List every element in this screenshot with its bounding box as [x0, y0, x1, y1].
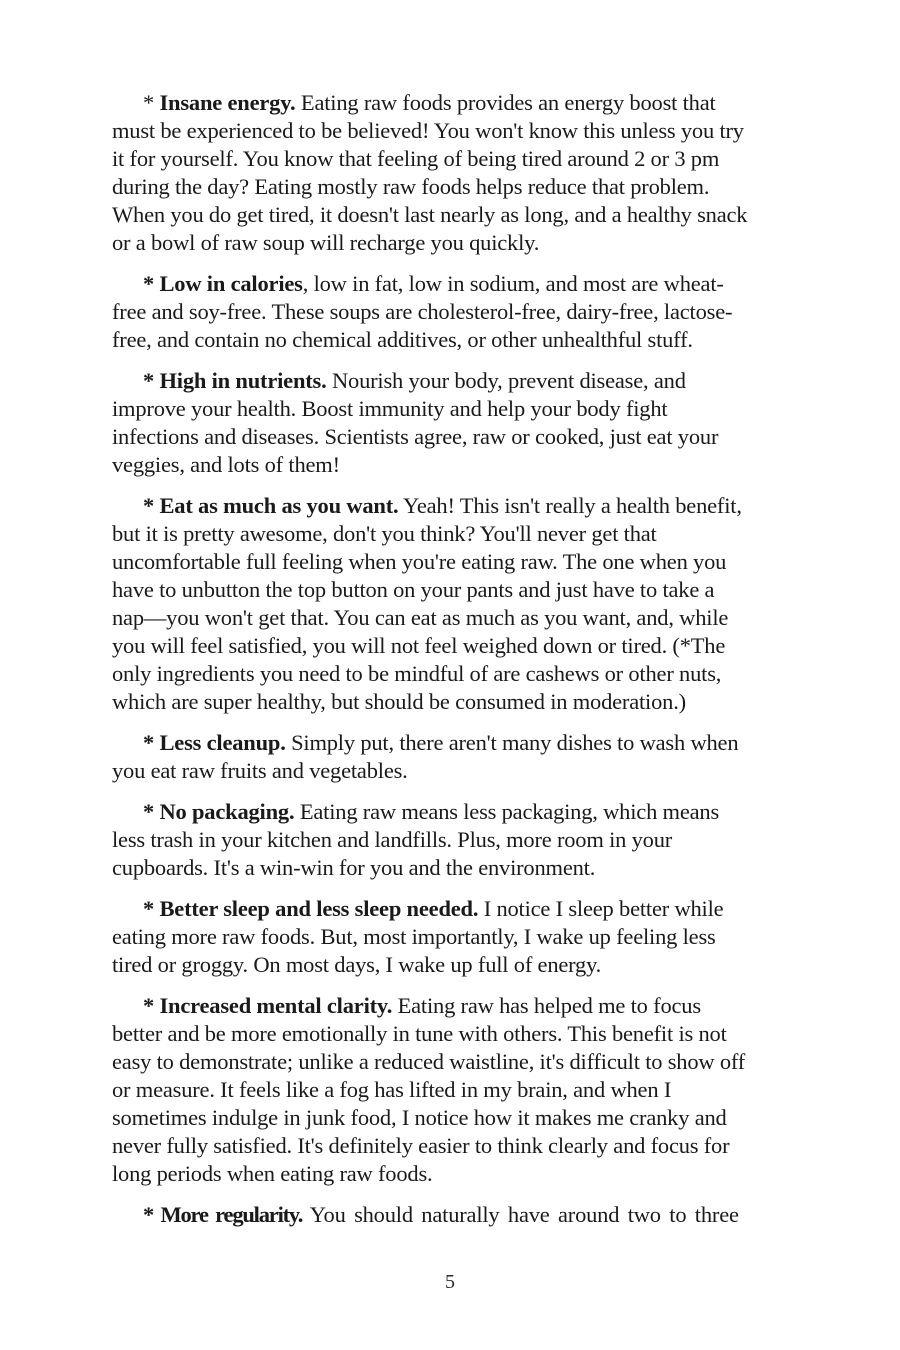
- paragraph-line: [112, 492, 812, 520]
- paragraph-line: cupboards. It's a win-win for you and the environment.: [112, 855, 596, 880]
- paragraph-text: Eating raw foods provides an energy boost that: [295, 90, 716, 115]
- paragraph-lead: * Increased mental clarity.: [143, 993, 393, 1018]
- paragraph-line: it for yourself. You know that feeling of being tired around 2 or 3 pm: [112, 146, 720, 171]
- paragraph-line: [112, 992, 812, 1020]
- paragraph-lead: * No packaging.: [143, 799, 295, 824]
- paragraph-text: You should naturally have around two to three: [302, 1202, 739, 1227]
- paragraph-line: [112, 270, 812, 298]
- paragraph-line: eating more raw foods. But, most importantly, I wake up feeling less: [112, 924, 716, 949]
- paragraph-more-regularity: [112, 1201, 812, 1229]
- paragraph-line: [112, 729, 812, 757]
- paragraph-line: but it is pretty awesome, don't you think? You'll never get that: [112, 521, 657, 546]
- paragraph-line: veggies, and lots of them!: [112, 452, 340, 477]
- paragraph-line: [112, 367, 812, 395]
- paragraph-no-packaging: [112, 798, 812, 882]
- paragraph-line: during the day? Eating mostly raw foods helps reduce that problem.: [112, 174, 710, 199]
- bullet-asterisk: *: [143, 90, 155, 115]
- paragraph-line: infections and diseases. Scientists agree, raw or cooked, just eat your: [112, 424, 719, 449]
- paragraph-text: , low in fat, low in sodium, and most are wheat-: [302, 271, 724, 296]
- paragraph-lead: * Low in calories: [143, 271, 303, 296]
- paragraph-lead: * Less cleanup.: [143, 730, 286, 755]
- paragraph-line: or measure. It feels like a fog has lifted in my brain, and when I: [112, 1077, 672, 1102]
- paragraph-line: you will feel satisfied, you will not feel weighed down or tired. (*The: [112, 633, 726, 658]
- paragraph-lead: * Better sleep and less sleep needed.: [143, 896, 479, 921]
- paragraph-line: sometimes indulge in junk food, I notice how it makes me cranky and: [112, 1105, 727, 1130]
- paragraph-lead: * Eat as much as you want.: [143, 493, 399, 518]
- paragraph-insane-energy: [112, 89, 812, 257]
- paragraph-line: free and soy-free. These soups are cholesterol-free, dairy-free, lactose-: [112, 299, 733, 324]
- paragraph-less-cleanup: [112, 729, 812, 785]
- paragraph-line: less trash in your kitchen and landfills. Plus, more room in your: [112, 827, 673, 852]
- paragraph-line: easy to demonstrate; unlike a reduced waistline, it's difficult to show off: [112, 1049, 746, 1074]
- paragraph-line: never fully satisfied. It's definitely easier to think clearly and focus for: [112, 1133, 730, 1158]
- paragraph-line: free, and contain no chemical additives, or other unhealthful stuff.: [112, 327, 693, 352]
- paragraph-line: long periods when eating raw foods.: [112, 1161, 433, 1186]
- paragraph-line: must be experienced to be believed! You won't know this unless you try: [112, 118, 744, 143]
- paragraph-line: [112, 798, 812, 826]
- paragraph-lead: * More regularity.: [143, 1202, 303, 1227]
- paragraph-line: improve your health. Boost immunity and help your body fight: [112, 396, 668, 421]
- paragraph-line: When you do get tired, it doesn't last nearly as long, and a healthy snack: [112, 202, 748, 227]
- paragraph-line: better and be more emotionally in tune with others. This benefit is not: [112, 1021, 727, 1046]
- paragraph-low-in-calories: [112, 270, 812, 354]
- paragraph-text: Eating raw has helped me to focus: [392, 993, 701, 1018]
- page-body: [112, 89, 812, 1242]
- paragraph-line: [112, 895, 812, 923]
- paragraph-text: Yeah! This isn't really a health benefit,: [398, 493, 742, 518]
- paragraph-line: [112, 89, 812, 117]
- paragraph-line: nap—you won't get that. You can eat as much as you want, and, while: [112, 605, 729, 630]
- paragraph-mental-clarity: [112, 992, 812, 1188]
- paragraph-line: have to unbutton the top button on your pants and just have to take a: [112, 577, 715, 602]
- paragraph-lead: * High in nutrients.: [143, 368, 327, 393]
- paragraph-text: Simply put, there aren't many dishes to wash when: [285, 730, 739, 755]
- paragraph-eat-as-much: [112, 492, 812, 716]
- paragraph-line: which are super healthy, but should be consumed in moderation.): [112, 689, 686, 714]
- paragraph-line: tired or groggy. On most days, I wake up full of energy.: [112, 952, 602, 977]
- paragraph-line: you eat raw fruits and vegetables.: [112, 758, 408, 783]
- paragraph-text: Eating raw means less packaging, which means: [294, 799, 720, 824]
- paragraph-high-in-nutrients: [112, 367, 812, 479]
- paragraph-line: [112, 1201, 812, 1229]
- paragraph-text: Nourish your body, prevent disease, and: [326, 368, 686, 393]
- paragraph-line: or a bowl of raw soup will recharge you quickly.: [112, 230, 540, 255]
- paragraph-lead: Insane energy.: [159, 90, 296, 115]
- page-number: 5: [445, 1271, 455, 1293]
- paragraph-better-sleep: [112, 895, 812, 979]
- paragraph-text: I notice I sleep better while: [478, 896, 724, 921]
- paragraph-line: only ingredients you need to be mindful of are cashews or other nuts,: [112, 661, 722, 686]
- paragraph-line: uncomfortable full feeling when you're eating raw. The one when you: [112, 549, 727, 574]
